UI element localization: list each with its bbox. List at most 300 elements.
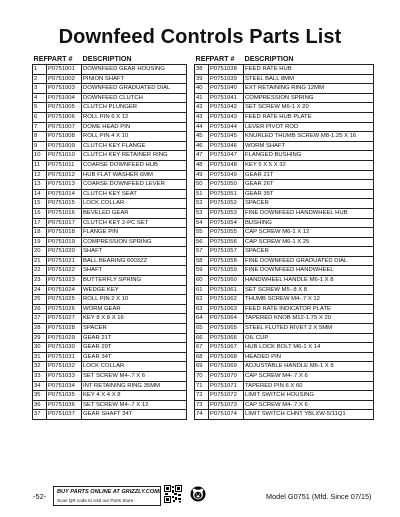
table-row (195, 103, 374, 113)
table-row (33, 112, 187, 122)
table-row (195, 93, 374, 103)
ref-cell: 65 (195, 324, 209, 334)
part-number-cell: P0751056 (209, 237, 244, 247)
part-number-cell: P0751042 (209, 103, 244, 113)
ref-cell: 2 (33, 74, 47, 84)
description-cell: HUB LOCK BOLT M6-1 X 14 (244, 343, 374, 353)
table-row (33, 84, 187, 94)
promo-subtext: Scan QR code to visit our Parts Store. (57, 498, 135, 503)
ref-cell: 25 (33, 295, 47, 305)
table-row (195, 256, 374, 266)
table-row (195, 65, 374, 75)
part-number-cell: P0751071 (209, 381, 244, 391)
table-header-row (33, 54, 187, 65)
ref-cell: 71 (195, 381, 209, 391)
header-description: DESCRIPTION (244, 54, 294, 63)
table-row (195, 400, 374, 410)
table-row (33, 314, 187, 324)
part-number-cell: P0751061 (209, 285, 244, 295)
ref-cell: 48 (195, 160, 209, 170)
ref-cell: 64 (195, 314, 209, 324)
description-cell: CAP SCREW M6-1 X 25 (244, 237, 374, 247)
description-cell: HANDWHEEL HANDLE M6-1 X 8 (244, 276, 374, 286)
description-cell: SHAFT (82, 266, 187, 276)
description-cell: GEAR 34T (82, 352, 187, 362)
ref-cell: 58 (195, 256, 209, 266)
description-cell: OIL CUP (244, 333, 374, 343)
description-cell: SET SCREW M4-.7 X 6 (82, 372, 187, 382)
part-number-cell: P0751073 (209, 400, 244, 410)
table-row (195, 381, 374, 391)
description-cell: FLANGED BUSHING (244, 151, 374, 161)
part-number-cell: P0751051 (209, 189, 244, 199)
table-row (195, 199, 374, 209)
ref-cell: 72 (195, 391, 209, 401)
table-row (33, 381, 187, 391)
part-number-cell: P0751060 (209, 276, 244, 286)
part-number-cell: P0751041 (209, 93, 244, 103)
table-row (33, 372, 187, 382)
table-row (33, 256, 187, 266)
ref-cell: 1 (33, 65, 47, 75)
description-cell: SHAFT (82, 247, 187, 257)
part-number-cell: P0751070 (209, 372, 244, 382)
description-cell: ROLL PIN 6 X 12 (82, 112, 187, 122)
part-number-cell: P0751034 (47, 381, 82, 391)
qr-code-icon (164, 485, 182, 503)
table-row (33, 74, 187, 84)
description-cell: CLUTCH KEY 2-PC SET (82, 218, 187, 228)
part-number-cell: P0751033 (47, 372, 82, 382)
ref-cell: 70 (195, 372, 209, 382)
part-number-cell: P0751064 (209, 314, 244, 324)
ref-cell: 74 (195, 410, 209, 420)
description-cell: LOCK COLLAR (82, 362, 187, 372)
ref-cell: 8 (33, 132, 47, 142)
part-number-cell: P0751002 (47, 74, 82, 84)
table-row (33, 410, 187, 420)
ref-cell: 45 (195, 132, 209, 142)
table-row (195, 112, 374, 122)
description-cell: STEEL FLUTED RIVET 2 X 5MM (244, 324, 374, 334)
description-cell: HEADED PIN (244, 352, 374, 362)
description-cell: SET SCREW M5-.8 X 8 (244, 285, 374, 295)
table-row (33, 247, 187, 257)
table-row (33, 180, 187, 190)
part-number-cell: P0751054 (209, 218, 244, 228)
table-row (33, 151, 187, 161)
description-cell: GEAR 35T (244, 189, 374, 199)
table-row (195, 237, 374, 247)
header-description: DESCRIPTION (82, 54, 132, 63)
ref-cell: 49 (195, 170, 209, 180)
description-cell: LIMIT SWITCH HOUSING (244, 391, 374, 401)
description-cell: SET SCREW M6-1 X 20 (244, 103, 374, 113)
part-number-cell: P0751009 (47, 141, 82, 151)
table-row (33, 93, 187, 103)
table-row (33, 333, 187, 343)
part-number-cell: P0751044 (209, 122, 244, 132)
table-row (33, 189, 187, 199)
ref-cell: 69 (195, 362, 209, 372)
ref-cell: 41 (195, 93, 209, 103)
table-row (33, 362, 187, 372)
part-number-cell: P0751074 (209, 410, 244, 420)
description-cell: COARSE DOWNFEED LEVER (82, 180, 187, 190)
description-cell: ROLL PIN 4 X 10 (82, 132, 187, 142)
ref-cell: 61 (195, 285, 209, 295)
parts-table-left (32, 54, 187, 420)
part-number-cell: P0751018 (47, 228, 82, 238)
part-number-cell: P0751017 (47, 218, 82, 228)
description-cell: HUB FLAT WASHER 6MM (82, 170, 187, 180)
ref-cell: 30 (33, 343, 47, 353)
part-number-cell: P0751014 (47, 189, 82, 199)
table-row (195, 170, 374, 180)
description-cell: LIMIT SWITCH CHNT YBLXW-5/11Q1 (244, 410, 374, 420)
ref-cell: 31 (33, 352, 47, 362)
part-number-cell: P0751037 (47, 410, 82, 420)
table-row (195, 314, 374, 324)
part-number-cell: P0751050 (209, 180, 244, 190)
ref-cell: 53 (195, 208, 209, 218)
part-number-cell: P0751013 (47, 180, 82, 190)
table-row (195, 122, 374, 132)
part-number-cell: P0751067 (209, 343, 244, 353)
part-number-cell: P0751062 (209, 295, 244, 305)
description-cell: FLANGE PIN (82, 228, 187, 238)
part-number-cell: P0751038 (209, 65, 244, 75)
ref-cell: 26 (33, 304, 47, 314)
ref-cell: 73 (195, 400, 209, 410)
table-row (195, 141, 374, 151)
ref-cell: 16 (33, 208, 47, 218)
part-number-cell: P0751053 (209, 208, 244, 218)
description-cell: GEAR 26T (244, 180, 374, 190)
table-row (33, 266, 187, 276)
part-number-cell: P0751049 (209, 170, 244, 180)
description-cell: DOWNFEED CLUTCH (82, 93, 187, 103)
table-row (33, 132, 187, 142)
description-cell: DOWNFEED GRADUATED DIAL (82, 84, 187, 94)
part-number-cell: P0751028 (47, 324, 82, 334)
part-number-cell: P0751057 (209, 247, 244, 257)
part-number-cell: P0751045 (209, 132, 244, 142)
part-number-cell: P0751010 (47, 151, 82, 161)
parts-table-right (194, 54, 374, 420)
ref-cell: 28 (33, 324, 47, 334)
ref-cell: 54 (195, 218, 209, 228)
description-cell: BUTTERFLY SPRING (82, 276, 187, 286)
table-row (195, 304, 374, 314)
table-row (195, 295, 374, 305)
description-cell: GEAR 29T (82, 343, 187, 353)
description-cell: CLUTCH KEY RETAINER RING (82, 151, 187, 161)
description-cell: KEY 4 X 4 X 8 (82, 391, 187, 401)
description-cell: FINE DOWNFEED HANDWHEEL HUB (244, 208, 374, 218)
ref-cell: 11 (33, 160, 47, 170)
description-cell: COMPRESSION SPRING (244, 93, 374, 103)
table-row (33, 343, 187, 353)
part-number-cell: P0751055 (209, 228, 244, 238)
header-ref: REF (33, 54, 48, 63)
description-cell: THUMB SCREW M4-.7 X 12 (244, 295, 374, 305)
ref-cell: 67 (195, 343, 209, 353)
table-row (33, 276, 187, 286)
part-number-cell: P0751021 (47, 256, 82, 266)
ref-cell: 22 (33, 266, 47, 276)
ref-cell: 68 (195, 352, 209, 362)
part-number-cell: P0751020 (47, 247, 82, 257)
part-number-cell: P0751066 (209, 333, 244, 343)
table-row (33, 304, 187, 314)
part-number-cell: P0751036 (47, 400, 82, 410)
table-row (195, 372, 374, 382)
ref-cell: 43 (195, 112, 209, 122)
table-row (195, 362, 374, 372)
table-row (195, 180, 374, 190)
ref-cell: 9 (33, 141, 47, 151)
part-number-cell: P0751063 (209, 304, 244, 314)
page-title: Downfeed Controls Parts List (58, 26, 342, 48)
part-number-cell: P0751023 (47, 276, 82, 286)
ref-cell: 55 (195, 228, 209, 238)
description-cell: FINE DOWNFEED GRADUATED DIAL (244, 256, 374, 266)
ref-cell: 7 (33, 122, 47, 132)
table-row (33, 295, 187, 305)
description-cell: KEY 5 X 5 X 32 (244, 160, 374, 170)
part-number-cell: P0751030 (47, 343, 82, 353)
description-cell: GEAR 21T (244, 170, 374, 180)
table-header-row (195, 54, 374, 65)
ref-cell: 6 (33, 112, 47, 122)
description-cell: LEVER PIVOT ROD (244, 122, 374, 132)
part-number-cell: P0751047 (209, 151, 244, 161)
table-row (33, 65, 187, 75)
description-cell: DOWNFEED GEAR HOUSING (82, 65, 187, 75)
description-cell: GEAR 21T (82, 333, 187, 343)
description-cell: COARSE DOWNFEED HUB (82, 160, 187, 170)
part-number-cell: P0751024 (47, 285, 82, 295)
table-row (33, 199, 187, 209)
ref-cell: 38 (195, 65, 209, 75)
ref-cell: 60 (195, 276, 209, 286)
ref-cell: 10 (33, 151, 47, 161)
table-row (33, 122, 187, 132)
ref-cell: 21 (33, 256, 47, 266)
part-number-cell: P0751046 (209, 141, 244, 151)
part-number-cell: P0751005 (47, 103, 82, 113)
description-cell: CAP SCREW M6-1 X 12 (244, 228, 374, 238)
ref-cell: 63 (195, 304, 209, 314)
ref-cell: 62 (195, 295, 209, 305)
table-row (33, 285, 187, 295)
table-row (195, 218, 374, 228)
ref-cell: 37 (33, 410, 47, 420)
part-number-cell: P0751019 (47, 237, 82, 247)
promo-headline: BUY PARTS ONLINE AT GRIZZLY.COM! (57, 489, 161, 495)
description-cell: FEED RATE HUB PLATE (244, 112, 374, 122)
ref-cell: 17 (33, 218, 47, 228)
ref-cell: 3 (33, 84, 47, 94)
part-number-cell: P0751072 (209, 391, 244, 401)
header-ref: REF (195, 54, 210, 63)
parts-store-promo (53, 486, 161, 506)
table-row (33, 170, 187, 180)
part-number-cell: P0751069 (209, 362, 244, 372)
description-cell: FEED RATE HUB (244, 65, 374, 75)
table-row (195, 247, 374, 257)
ref-cell: 36 (33, 400, 47, 410)
ref-cell: 24 (33, 285, 47, 295)
description-cell: CLUTCH KEY SEAT (82, 189, 187, 199)
part-number-cell: P0751004 (47, 93, 82, 103)
description-cell: GEAR SHAFT 34T (82, 410, 187, 420)
part-number-cell: P0751008 (47, 132, 82, 142)
part-number-cell: P0751001 (47, 65, 82, 75)
description-cell: KNURLED THUMB SCREW M8-1.25 X 16 (244, 132, 374, 142)
page-number: -52- (33, 492, 47, 501)
description-cell: CAP SCREW M4-.7 X 6 (244, 372, 374, 382)
part-number-cell: P0751029 (47, 333, 82, 343)
ref-cell: 47 (195, 151, 209, 161)
table-row (195, 266, 374, 276)
ref-cell: 4 (33, 93, 47, 103)
table-row (195, 189, 374, 199)
description-cell: CLUTCH KEY FLANGE (82, 141, 187, 151)
part-number-cell: P0751052 (209, 199, 244, 209)
description-cell: SPACER (244, 247, 374, 257)
table-row (195, 276, 374, 286)
ref-cell: 52 (195, 199, 209, 209)
description-cell: ROLL PIN 2 X 10 (82, 295, 187, 305)
table-row (33, 103, 187, 113)
description-cell: PINION SHAFT (82, 74, 187, 84)
part-number-cell: P0751032 (47, 362, 82, 372)
ref-cell: 20 (33, 247, 47, 257)
ref-cell: 14 (33, 189, 47, 199)
table-row (195, 391, 374, 401)
description-cell: EXT RETAINING RING 12MM (244, 84, 374, 94)
model-info: Model G0751 (Mfd. Since 07/15) (266, 492, 372, 501)
table-row (195, 333, 374, 343)
description-cell: WORM SHAFT (244, 141, 374, 151)
description-cell: CAP SCREW M4-.7 X 6 (244, 400, 374, 410)
ref-cell: 5 (33, 103, 47, 113)
ref-cell: 29 (33, 333, 47, 343)
description-cell: TAPERED PIN 6 X 60 (244, 381, 374, 391)
description-cell: FINE DOWNFEED HANDWHEEL (244, 266, 374, 276)
ref-cell: 56 (195, 237, 209, 247)
grizzly-bear-logo-icon (190, 486, 206, 502)
part-number-cell: P0751012 (47, 170, 82, 180)
ref-cell: 33 (33, 372, 47, 382)
part-number-cell: P0751026 (47, 304, 82, 314)
ref-cell: 39 (195, 74, 209, 84)
description-cell: SPACER (82, 324, 187, 334)
table-row (195, 74, 374, 84)
part-number-cell: P0751006 (47, 112, 82, 122)
ref-cell: 27 (33, 314, 47, 324)
table-row (33, 208, 187, 218)
table-row (195, 343, 374, 353)
part-number-cell: P0751027 (47, 314, 82, 324)
table-row (195, 352, 374, 362)
ref-cell: 51 (195, 189, 209, 199)
part-number-cell: P0751011 (47, 160, 82, 170)
header-part: PART # (209, 54, 235, 63)
part-number-cell: P0751025 (47, 295, 82, 305)
description-cell: INT RETAINING RING 35MM (82, 381, 187, 391)
part-number-cell: P0751065 (209, 324, 244, 334)
table-row (33, 218, 187, 228)
part-number-cell: P0751048 (209, 160, 244, 170)
description-cell: TAPERED KNOB M12-1.75 X 20 (244, 314, 374, 324)
table-row (33, 400, 187, 410)
part-number-cell: P0751031 (47, 352, 82, 362)
description-cell: ADJUSTABLE HANDLE M6-1 X 8 (244, 362, 374, 372)
table-row (33, 237, 187, 247)
ref-cell: 59 (195, 266, 209, 276)
description-cell: BALL BEARING 6003ZZ (82, 256, 187, 266)
table-row (33, 324, 187, 334)
part-number-cell: P0751068 (209, 352, 244, 362)
ref-cell: 57 (195, 247, 209, 257)
part-number-cell: P0751059 (209, 266, 244, 276)
table-row (195, 285, 374, 295)
ref-cell: 50 (195, 180, 209, 190)
ref-cell: 13 (33, 180, 47, 190)
part-number-cell: P0751058 (209, 256, 244, 266)
ref-cell: 46 (195, 141, 209, 151)
ref-cell: 19 (33, 237, 47, 247)
ref-cell: 12 (33, 170, 47, 180)
ref-cell: 32 (33, 362, 47, 372)
table-row (33, 160, 187, 170)
table-row (195, 84, 374, 94)
part-number-cell: P0751003 (47, 84, 82, 94)
ref-cell: 15 (33, 199, 47, 209)
part-number-cell: P0751007 (47, 122, 82, 132)
description-cell: SPACER (244, 199, 374, 209)
ref-cell: 18 (33, 228, 47, 238)
ref-cell: 23 (33, 276, 47, 286)
part-number-cell: P0751040 (209, 84, 244, 94)
description-cell: LOCK COLLAR (82, 199, 187, 209)
description-cell: DOME HEAD PIN (82, 122, 187, 132)
ref-cell: 35 (33, 391, 47, 401)
table-row (195, 151, 374, 161)
description-cell: WEDGE KEY (82, 285, 187, 295)
table-row (195, 132, 374, 142)
table-row (195, 410, 374, 420)
table-row (33, 352, 187, 362)
table-row (195, 160, 374, 170)
table-row (33, 141, 187, 151)
part-number-cell: P0751016 (47, 208, 82, 218)
description-cell: KEY 8 X 8 X 16 (82, 314, 187, 324)
part-number-cell: P0751043 (209, 112, 244, 122)
table-row (195, 324, 374, 334)
header-part: PART # (47, 54, 73, 63)
description-cell: STEEL BALL 8MM (244, 74, 374, 84)
description-cell: SET SCREW M4-.7 X 12 (82, 400, 187, 410)
table-row (33, 228, 187, 238)
part-number-cell: P0751022 (47, 266, 82, 276)
table-row (33, 391, 187, 401)
description-cell: COMPRESSION SPRING (82, 237, 187, 247)
ref-cell: 44 (195, 122, 209, 132)
